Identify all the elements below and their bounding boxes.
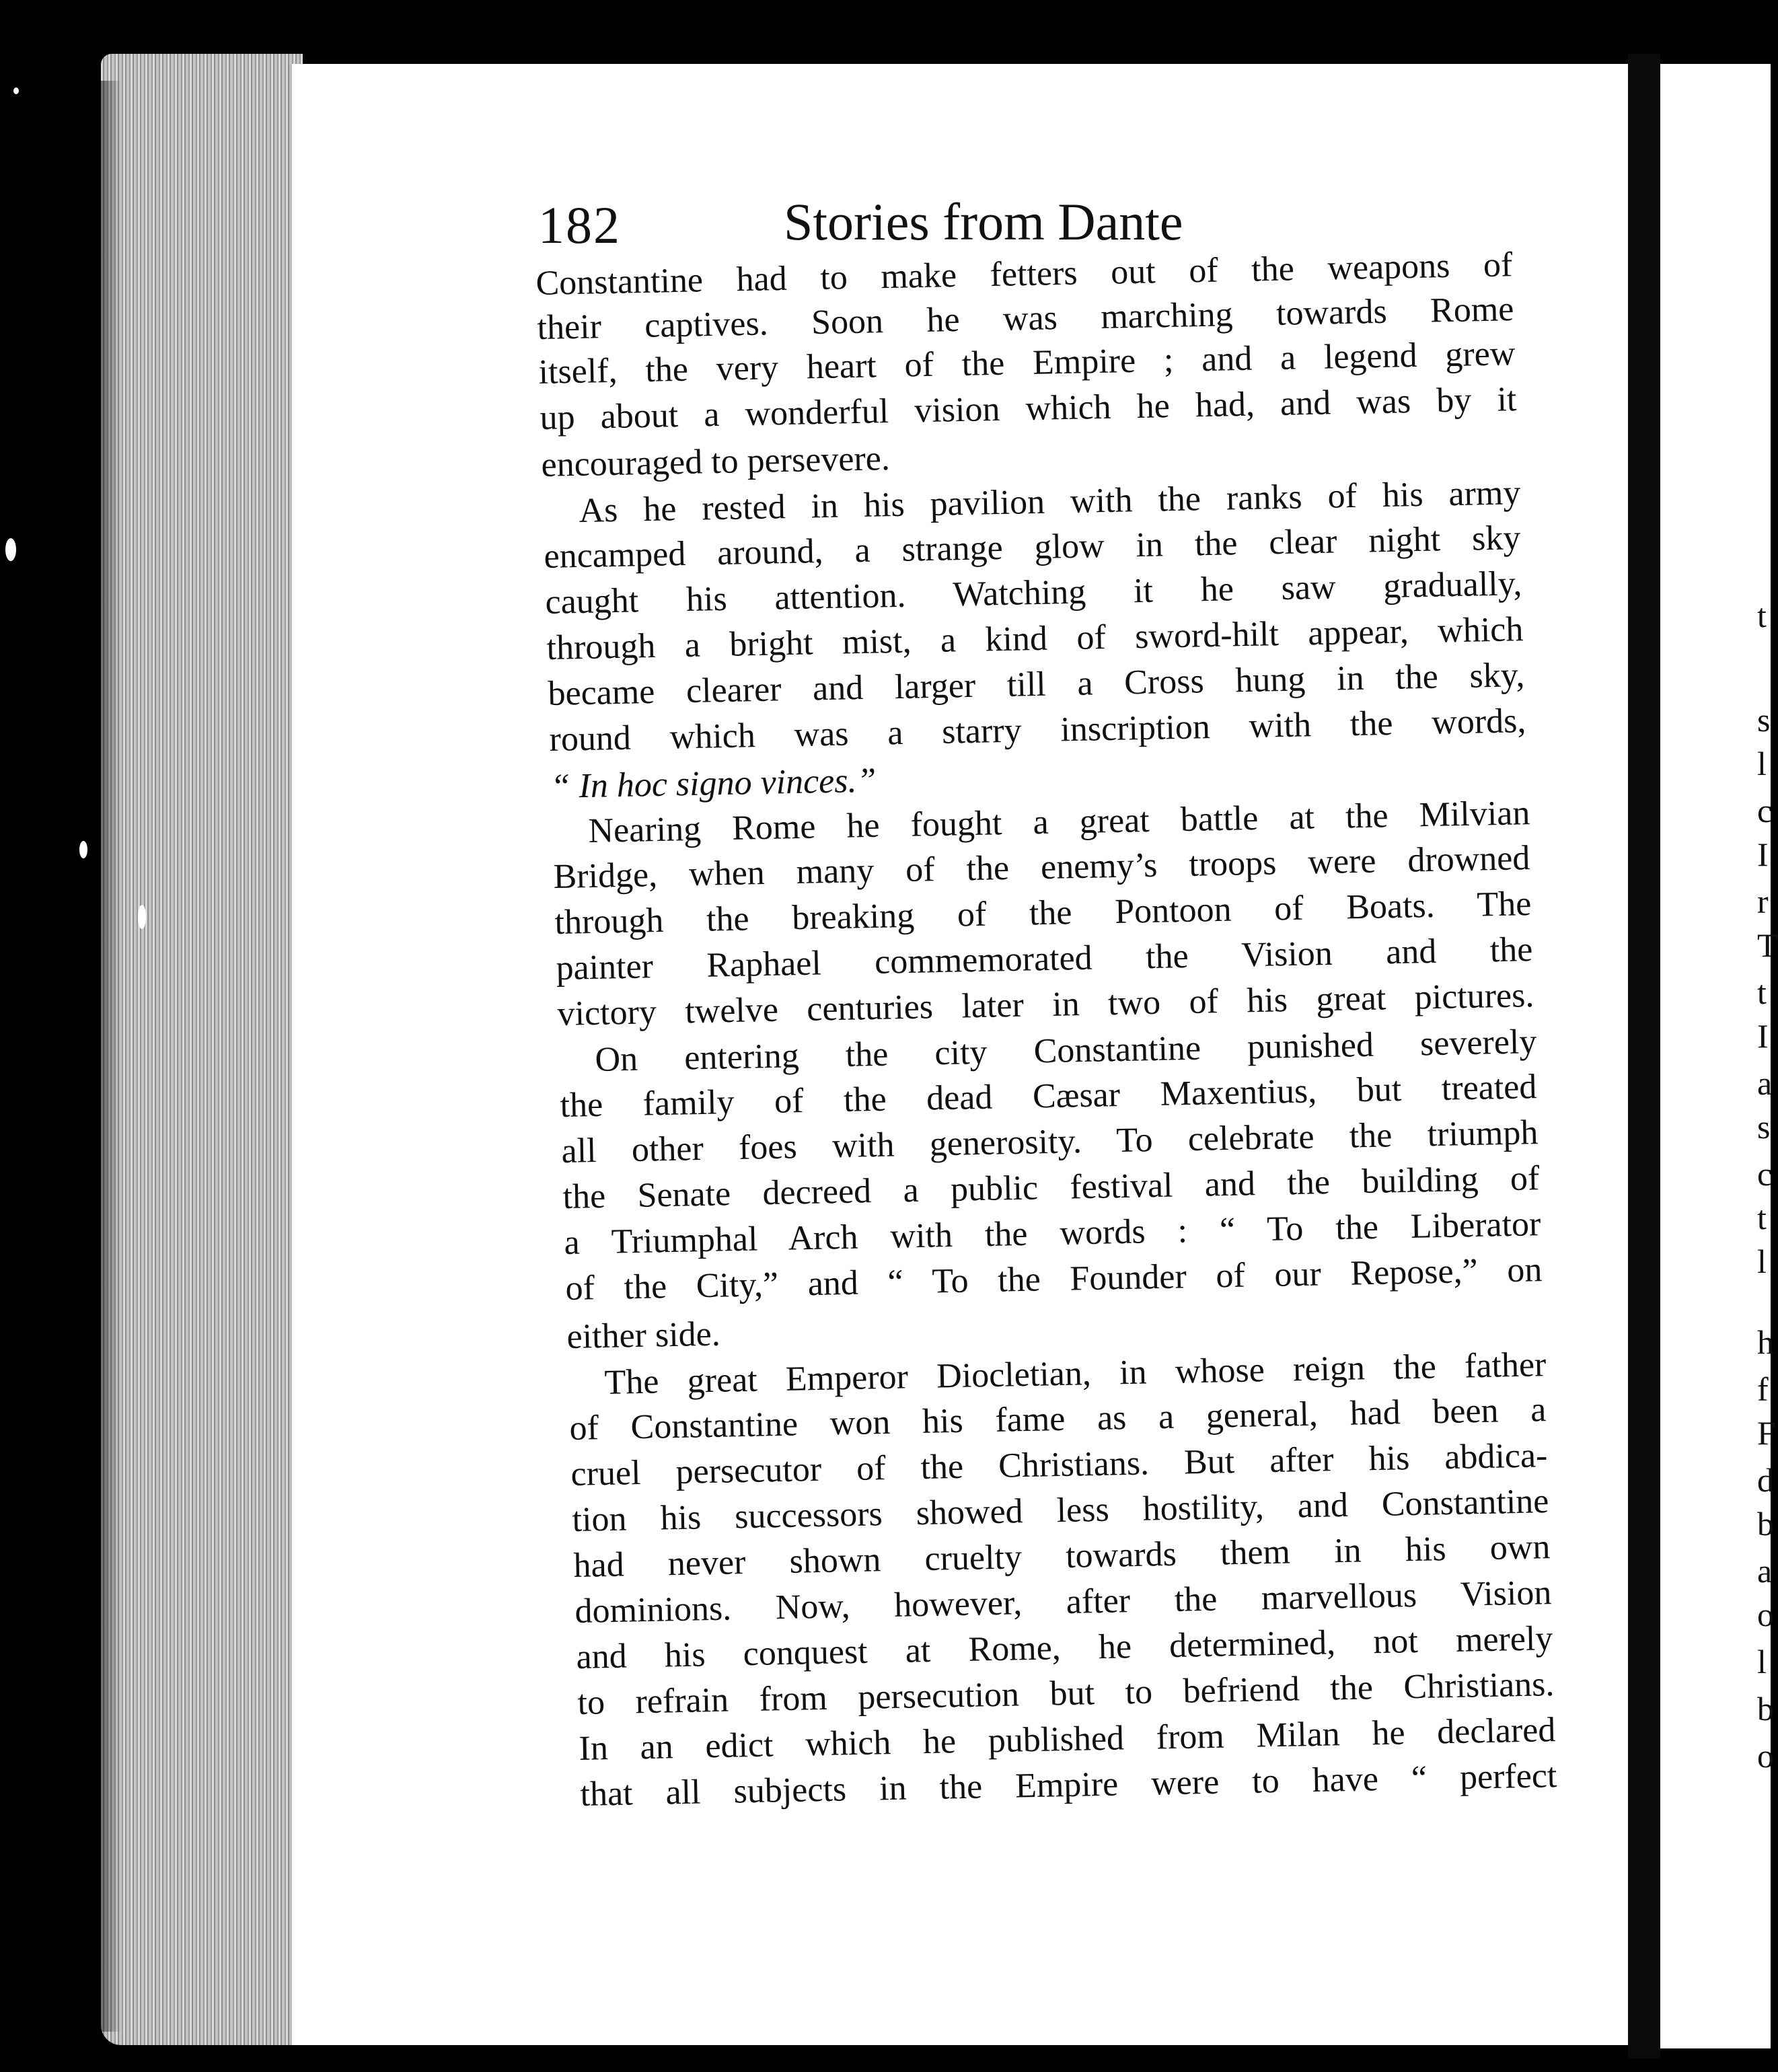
facing-fragment: o: [1757, 1596, 1774, 1633]
text-line: a Triumphal Arch with the words : “ To the Liberator: [564, 1205, 1541, 1262]
text-line: up about a wonderful vision which he had, and was by it: [540, 380, 1517, 437]
text-line: As he rested in his pavilion with the ranks of his army: [579, 474, 1521, 530]
text-line: of the City,” and “ To the Founder of our Repose,” on: [565, 1251, 1543, 1308]
text-line: dominions. Now, however, after the marvellous Vision: [575, 1574, 1552, 1631]
margin-speck: [79, 841, 87, 858]
text-line: and his conquest at Rome, he determined, not merely: [576, 1619, 1553, 1676]
text-line: itself, the very heart of the Empire ; and a legend grew: [538, 334, 1516, 392]
book-edge-shadow: [81, 81, 121, 2032]
text-line: caught his attention. Watching it he saw gradually,: [545, 564, 1522, 622]
text-line: Nearing Rome he fought a great battle at the Milvian: [588, 794, 1530, 850]
text-line: to refrain from persecution but to befriend the Christians.: [577, 1665, 1555, 1722]
facing-fragment: f: [1757, 1370, 1769, 1408]
facing-fragment: a: [1757, 1552, 1773, 1590]
text-line: On entering the city Constantine punished severely: [595, 1023, 1537, 1079]
text-line: cruel persecutor of the Christians. But after his abdica-: [570, 1436, 1548, 1493]
running-title: Stories from Dante: [784, 192, 1183, 251]
margin-speck: [138, 905, 146, 929]
facing-fragment: F: [1757, 1414, 1776, 1452]
text-line: victory twelve centuries later in two of his great pictures.: [557, 976, 1534, 1033]
facing-fragment: l: [1757, 1643, 1767, 1680]
facing-fragment: I: [1757, 836, 1769, 873]
facing-fragment: t: [1757, 1199, 1767, 1236]
text-line: through a bright mist, a kind of sword-hilt appear, which: [546, 610, 1524, 667]
text-line: the Senate decreed a public festival and the building of: [562, 1159, 1540, 1216]
text-line: “ In hoc signo vinces.”: [550, 761, 877, 806]
text-line: of Constantine won his fame as a general, had been a: [569, 1391, 1547, 1448]
facing-fragment: t: [1757, 973, 1767, 1011]
facing-fragment: s: [1757, 701, 1771, 739]
facing-fragment: T: [1757, 926, 1778, 964]
margin-speck: [5, 538, 16, 561]
text-line: The great Emperor Diocletian, in whose reign the father: [604, 1345, 1547, 1402]
facing-fragment: o: [1757, 1737, 1774, 1775]
book-gutter: [1628, 54, 1660, 2059]
text-line: the family of the dead Cæsar Maxentius, but treated: [560, 1068, 1537, 1125]
facing-fragment: b: [1757, 1505, 1774, 1543]
text-line: all other foes with generosity. To celebrate the triumph: [561, 1113, 1539, 1171]
facing-fragment: l: [1757, 745, 1767, 782]
facing-fragment: c: [1757, 792, 1773, 829]
facing-fragment: h: [1757, 1323, 1774, 1361]
facing-fragment: a: [1757, 1064, 1773, 1102]
text-line: encouraged to persevere.: [541, 439, 891, 484]
facing-fragment: l: [1757, 1243, 1767, 1280]
text-line: had never shown cruelty towards them in his own: [573, 1528, 1551, 1585]
text-line: Bridge, when many of the enemy’s troops were drowned: [553, 839, 1530, 896]
facing-fragment: b: [1757, 1690, 1774, 1728]
facing-fragment: t: [1757, 597, 1767, 634]
text-line: Constantine had to make fetters out of the weapons of: [535, 246, 1513, 303]
facing-fragment: d: [1757, 1461, 1774, 1499]
text-line: became clearer and larger till a Cross hung in the sky,: [548, 656, 1525, 713]
text-line: painter Raphael commemorated the Vision and the: [556, 930, 1533, 988]
facing-fragment: s: [1757, 1108, 1771, 1146]
facing-fragment: c: [1757, 1155, 1773, 1193]
margin-speck: [13, 87, 19, 94]
book-page-edges: [101, 54, 303, 2045]
text-line: their captives. Soon he was marching towards Rome: [537, 290, 1514, 347]
text-line: tion his successors showed less hostility, and Constantine: [572, 1482, 1549, 1539]
text-line: through the breaking of the Pontoon of Boats. The: [554, 885, 1532, 942]
facing-fragment: I: [1757, 1017, 1769, 1055]
text-line: encamped around, a strange glow in the clear night sky: [544, 519, 1521, 576]
text-line: round which was a starry inscription with the words,: [549, 702, 1526, 759]
text-line: In an edict which he published from Milan he declared: [579, 1711, 1556, 1768]
text-line: either side.: [566, 1315, 721, 1356]
facing-page: [1660, 64, 1771, 2048]
facing-page-fragments: [1757, 0, 1777, 2072]
page-number: 182: [538, 196, 621, 254]
text-line: that all subjects in the Empire were to have “ perfect: [580, 1756, 1557, 1814]
facing-fragment: r: [1757, 883, 1769, 920]
